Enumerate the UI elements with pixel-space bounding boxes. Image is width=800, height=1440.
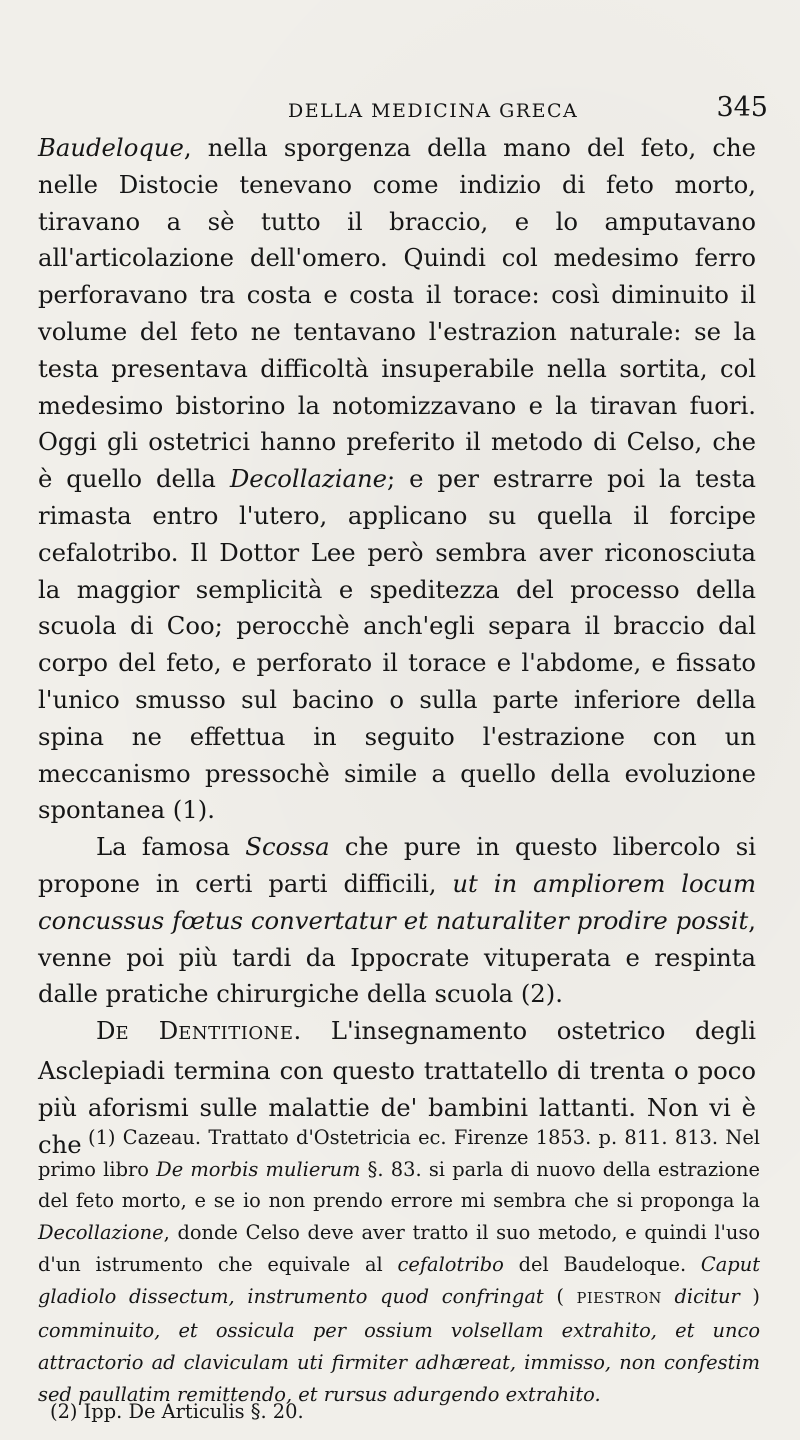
sc-cap: D bbox=[96, 1016, 116, 1046]
italic-decollaziane: Decollaziane bbox=[229, 464, 388, 494]
sc-cap: D bbox=[158, 1016, 179, 1046]
italic-baudeloque: Baudeloque bbox=[38, 133, 184, 162]
running-head bbox=[38, 92, 768, 132]
paragraph-2 bbox=[38, 829, 756, 1013]
italic-title: De morbis mulierum bbox=[156, 1157, 361, 1181]
sc-small: E bbox=[115, 1023, 130, 1045]
text-span: (1) Cazeau. Trattato d'Ostetricia ec. Firenze 1853. p. 811. 813. Nel primo libro bbox=[38, 1126, 760, 1181]
italic-term: cefalotribo bbox=[397, 1252, 504, 1276]
running-title: DELLA MEDICINA GRECA bbox=[288, 100, 579, 122]
italic-latin-quote: ut in ampliorem locum concussus fœtus convertatur et naturaliter prodire possit bbox=[38, 868, 756, 935]
paragraph-1 bbox=[38, 130, 756, 829]
italic-scossa: Scossa bbox=[245, 832, 330, 862]
text-span: . L'insegnamento ostetrico degli Asclepiadi termina con questo trattatello di trenta o poco più aforismi sulle malattie de' bambini lattanti. Non vi è che bbox=[38, 1016, 756, 1159]
text-span: La famosa bbox=[96, 832, 246, 862]
italic-term: Decollazione bbox=[38, 1221, 164, 1245]
text-span: §. 83. si parla di nuovo della estrazione del feto morto, e se io non prendo errore mi sembra che si proponga la bbox=[38, 1157, 760, 1213]
footnote-1 bbox=[38, 1122, 760, 1410]
text-span: ; e per estrarre poi la testa rimasta entro l'utero, applicano su quella il forcipe cefalotribo. Il Dottor Lee però sembra aver riconosciuta la maggior semplicità e speditezza del processo della scuola di Coo; perocchè anch'egli separa il braccio dal corpo del feto, e perforato il torace e l'abdome, e fissato l'unico smusso sul bacino o sulla parte inferiore della spina ne effettua in seguito l'estrazione con un meccanismo pressochè simile a quello della evoluzione spontanea (1). bbox=[38, 464, 757, 825]
text-span: ( bbox=[543, 1284, 577, 1308]
italic-latin: comminuito, et ossicula per ossium volsellam extrahito, et unco attractorio ad claviculam uti firmiter adhæreat, immisso, non confestim sed paullatim remittendo, et rursus adurgendo extrahito. bbox=[38, 1319, 760, 1406]
italic-latin: dicitur bbox=[674, 1284, 740, 1308]
page-number: 345 bbox=[716, 92, 768, 123]
text-span: , venne poi più tardi da Ippocrate vituperata e respinta dalle pratiche chirurgiche della scuola (2). bbox=[38, 905, 756, 1009]
sc-small: ENTITIONE bbox=[178, 1023, 294, 1045]
small-caps-term: PIESTRON bbox=[576, 1290, 662, 1307]
text-span: che pure in questo libercolo si propone in certi parti difficili, bbox=[38, 832, 756, 898]
footnote-2: (2) Ipp. De Articulis §. 20. bbox=[50, 1400, 304, 1423]
main-text bbox=[38, 130, 756, 1163]
text-span: ) bbox=[739, 1284, 760, 1308]
text-span bbox=[662, 1285, 675, 1308]
text-span: , nella sporgenza della mano del feto, che nelle Distocie tenevano come indizio di feto morto, tiravano a sè tutto il braccio, e lo amputavano all'articolazione dell'omero. Quindi col medesimo ferro perforavano tra costa e costa il torace: così diminuito il volume del feto ne tentavano l'estrazion naturale: se la testa presentava difficoltà insuperabile nella sortita, col medesimo bistorino la notomizzavano e la tiravan fuori. Oggi gli ostetrici hanno preferito il metodo di Celso, che è quello della bbox=[38, 133, 756, 494]
text-span: , donde Celso deve aver tratto il suo metodo, e quindi l'uso d'un istrumento che equivale al bbox=[38, 1221, 760, 1276]
footnotes bbox=[38, 1122, 760, 1410]
text-span: del Baudeloque. bbox=[503, 1252, 701, 1276]
italic-latin: Caput gladiolo dissectum, instrumento quod confringat bbox=[38, 1252, 760, 1308]
section-title bbox=[96, 1016, 294, 1045]
